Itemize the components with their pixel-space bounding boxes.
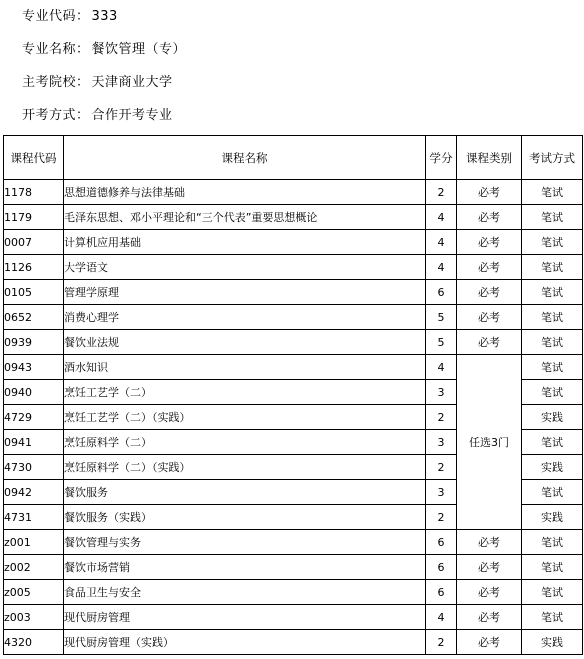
major-school-line — [22, 71, 173, 90]
course-type: 必考 — [457, 305, 522, 330]
course-name: 餐饮服务（实践） — [64, 505, 426, 530]
course-name: 餐饮业法规 — [64, 330, 426, 355]
course-type: 必考 — [457, 255, 522, 280]
course-credit: 4 — [426, 355, 457, 380]
major-school-label: 主考院校： — [22, 75, 90, 90]
course-exam: 笔试 — [522, 230, 583, 255]
table-row — [4, 605, 583, 630]
course-type: 必考 — [457, 530, 522, 555]
course-exam: 笔试 — [522, 280, 583, 305]
major-name-label: 专业名称： — [22, 42, 90, 57]
course-code: 1178 — [4, 180, 64, 205]
course-credit: 4 — [426, 255, 457, 280]
course-exam: 笔试 — [522, 180, 583, 205]
course-credit: 5 — [426, 305, 457, 330]
table-row — [4, 530, 583, 555]
header-course-code: 课程代码 — [4, 136, 64, 180]
course-name: 毛泽东思想、邓小平理论和“三个代表”重要思想概论 — [64, 205, 426, 230]
course-credit: 2 — [426, 180, 457, 205]
course-type: 必考 — [457, 605, 522, 630]
course-code: z001 — [4, 530, 64, 555]
course-credit: 2 — [426, 405, 457, 430]
course-exam: 笔试 — [522, 330, 583, 355]
major-school-value: 天津商业大学 — [91, 75, 173, 90]
major-code-line — [22, 5, 118, 24]
major-mode-label: 开考方式： — [22, 108, 90, 123]
course-type: 必考 — [457, 580, 522, 605]
course-type: 必考 — [457, 330, 522, 355]
course-credit: 3 — [426, 430, 457, 455]
course-exam: 笔试 — [522, 430, 583, 455]
course-code: 4729 — [4, 405, 64, 430]
course-credit: 6 — [426, 580, 457, 605]
table-row — [4, 555, 583, 580]
major-code-label: 专业代码： — [22, 9, 90, 24]
table-row — [4, 255, 583, 280]
course-exam: 笔试 — [522, 555, 583, 580]
header-exam-mode: 考试方式 — [522, 136, 583, 180]
course-type: 必考 — [457, 630, 522, 655]
course-name: 大学语文 — [64, 255, 426, 280]
header-course-name: 课程名称 — [64, 136, 426, 180]
course-name: 现代厨房管理（实践） — [64, 630, 426, 655]
course-code: 0939 — [4, 330, 64, 355]
major-code-value: 333 — [91, 9, 118, 24]
course-code: 4731 — [4, 505, 64, 530]
course-exam: 笔试 — [522, 605, 583, 630]
course-type: 必考 — [457, 230, 522, 255]
table-row — [4, 630, 583, 655]
course-exam: 实践 — [522, 630, 583, 655]
course-code: z003 — [4, 605, 64, 630]
course-credit: 2 — [426, 630, 457, 655]
course-name: 现代厨房管理 — [64, 605, 426, 630]
table-row — [4, 280, 583, 305]
course-code: z005 — [4, 580, 64, 605]
major-mode-value: 合作开考专业 — [91, 108, 173, 123]
course-table — [3, 135, 583, 655]
major-name-line — [22, 38, 186, 57]
course-credit: 3 — [426, 380, 457, 405]
course-credit: 6 — [426, 280, 457, 305]
course-code: 4320 — [4, 630, 64, 655]
course-name: 烹饪工艺学（二）（实践） — [64, 405, 426, 430]
table-row — [4, 205, 583, 230]
course-credit: 3 — [426, 480, 457, 505]
course-code: 0942 — [4, 480, 64, 505]
course-exam: 笔试 — [522, 480, 583, 505]
header-credit: 学分 — [426, 136, 457, 180]
course-name: 计算机应用基础 — [64, 230, 426, 255]
course-name: 烹饪原料学（二） — [64, 430, 426, 455]
table-row — [4, 230, 583, 255]
major-mode-line — [22, 104, 173, 123]
course-code: 0940 — [4, 380, 64, 405]
course-name: 餐饮市场营销 — [64, 555, 426, 580]
course-name: 思想道德修养与法律基础 — [64, 180, 426, 205]
course-name: 餐饮管理与实务 — [64, 530, 426, 555]
course-type: 必考 — [457, 205, 522, 230]
course-exam: 笔试 — [522, 355, 583, 380]
course-exam: 笔试 — [522, 255, 583, 280]
course-type: 必考 — [457, 180, 522, 205]
course-exam: 笔试 — [522, 580, 583, 605]
course-type: 必考 — [457, 555, 522, 580]
course-name: 食品卫生与安全 — [64, 580, 426, 605]
course-credit: 5 — [426, 330, 457, 355]
course-code: 0943 — [4, 355, 64, 380]
course-name: 烹饪原料学（二）（实践） — [64, 455, 426, 480]
elective-group-label: 任选3门 — [457, 355, 522, 530]
course-credit: 2 — [426, 505, 457, 530]
table-row — [4, 305, 583, 330]
course-exam: 笔试 — [522, 205, 583, 230]
course-credit: 4 — [426, 205, 457, 230]
course-exam: 笔试 — [522, 305, 583, 330]
course-credit: 2 — [426, 455, 457, 480]
course-name: 酒水知识 — [64, 355, 426, 380]
course-credit: 4 — [426, 230, 457, 255]
course-exam: 实践 — [522, 505, 583, 530]
table-row — [4, 580, 583, 605]
table-row — [4, 330, 583, 355]
course-exam: 实践 — [522, 405, 583, 430]
course-code: 4730 — [4, 455, 64, 480]
table-header-row — [4, 136, 583, 180]
table-row — [4, 355, 583, 380]
course-code: 1179 — [4, 205, 64, 230]
course-code: 0105 — [4, 280, 64, 305]
course-code: 0941 — [4, 430, 64, 455]
header-course-type: 课程类别 — [457, 136, 522, 180]
course-credit: 6 — [426, 530, 457, 555]
course-code: 0652 — [4, 305, 64, 330]
course-code: 0007 — [4, 230, 64, 255]
course-code: 1126 — [4, 255, 64, 280]
course-name: 管理学原理 — [64, 280, 426, 305]
course-exam: 笔试 — [522, 530, 583, 555]
course-name: 消费心理学 — [64, 305, 426, 330]
course-name: 烹饪工艺学（二） — [64, 380, 426, 405]
course-name: 餐饮服务 — [64, 480, 426, 505]
course-exam: 实践 — [522, 455, 583, 480]
table-row — [4, 180, 583, 205]
course-credit: 6 — [426, 555, 457, 580]
major-name-value: 餐饮管理（专） — [91, 42, 187, 57]
course-exam: 笔试 — [522, 380, 583, 405]
course-type: 必考 — [457, 280, 522, 305]
course-credit: 4 — [426, 605, 457, 630]
course-code: z002 — [4, 555, 64, 580]
